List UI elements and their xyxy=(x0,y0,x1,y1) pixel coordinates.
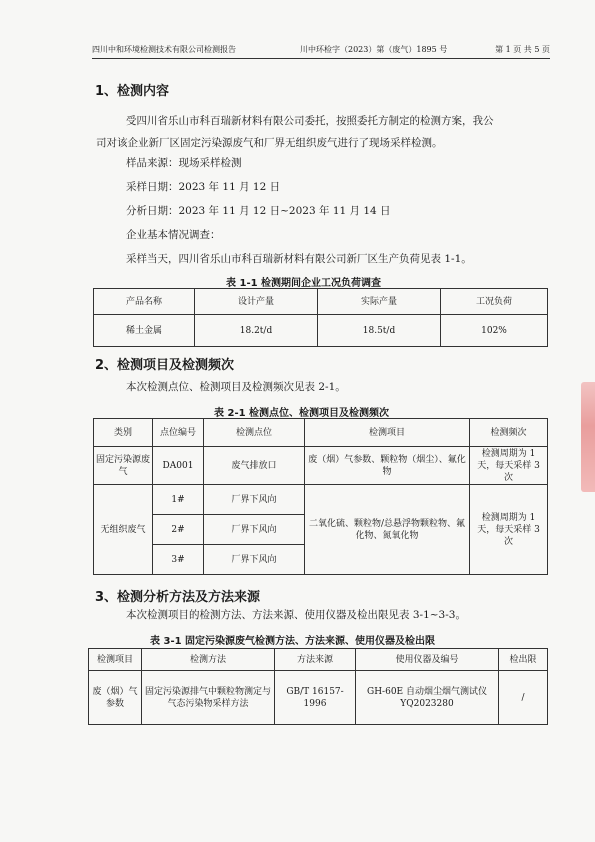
s1-p1-line1: 受四川省乐山市科百瑞新材料有限公司委托，按照委托方制定的检测方案，我公 xyxy=(126,115,494,127)
table1-cell: 稀土金属 xyxy=(94,315,195,347)
analysis-date: 分析日期：2023 年 11 月 12 日~2023 年 11 月 14 日 xyxy=(126,205,391,217)
table1-cell: 18.5t/d xyxy=(318,315,441,347)
table2-header: 类别 xyxy=(94,419,153,447)
table3-cell: GB/T 16157-1996 xyxy=(275,671,356,725)
load-text: 采样当天，四川省乐山市科百瑞新材料有限公司新厂区生产负荷见表 1-1。 xyxy=(126,253,472,265)
table1-caption: 表 1-1 检测期间企业工况负荷调查 xyxy=(226,278,382,289)
table3-header: 检测方法 xyxy=(142,649,275,671)
s3-intro: 本次检测项目的检测方法、方法来源、使用仪器及检出限见表 3-1~3-3。 xyxy=(126,609,466,621)
section-3-title: 3、检测分析方法及方法来源 xyxy=(95,590,261,605)
table3-header: 使用仪器及编号 xyxy=(356,649,499,671)
table2-code: 2# xyxy=(153,515,204,545)
table2-location: 厂界下风向 xyxy=(204,545,305,575)
table3-header: 方法来源 xyxy=(275,649,356,671)
table3-cell: / xyxy=(499,671,548,725)
table1-cell: 102% xyxy=(441,315,548,347)
table2-category: 固定污染源废气 xyxy=(94,447,153,485)
table2-header: 点位编号 xyxy=(153,419,204,447)
header-report-no: 川中环检字（2023）第（废气）1895 号 xyxy=(300,45,448,54)
sample-source: 样品来源：现场采样检测 xyxy=(126,157,242,169)
page-header xyxy=(92,40,550,59)
table3-header: 检测项目 xyxy=(89,649,142,671)
table2-items: 废（烟）气参数、颗粒物（烟尘）、氟化物 xyxy=(305,447,470,485)
table1-header: 工况负荷 xyxy=(441,289,548,315)
section-2-title: 2、检测项目及检测频次 xyxy=(95,358,235,373)
table2-freq: 检测周期为 1 天，每天采样 3 次 xyxy=(470,485,548,575)
basic-info: 企业基本情况调查： xyxy=(126,229,221,241)
table-3-1 xyxy=(88,648,548,725)
table1-header: 实际产量 xyxy=(318,289,441,315)
table2-header: 检测频次 xyxy=(470,419,548,447)
table2-items: 二氧化硫、颗粒物/总悬浮物颗粒物、氟化物、氮氧化物 xyxy=(305,485,470,575)
table1-header: 产品名称 xyxy=(94,289,195,315)
header-org: 四川中和环境检测技术有限公司检测报告 xyxy=(92,45,236,54)
table2-freq: 检测周期为 1 天，每天采样 3 次 xyxy=(470,447,548,485)
table2-header-row xyxy=(94,419,548,447)
table2-location: 厂界下风向 xyxy=(204,485,305,515)
table3-cell: 固定污染源排气中颗粒物测定与气态污染物采样方法 xyxy=(142,671,275,725)
seal-stamp xyxy=(581,382,595,492)
table-2-1 xyxy=(93,418,548,575)
table3-cell: GH-60E 自动烟尘烟气测试仪 YQ2023280 xyxy=(356,671,499,725)
table2-location: 废气排放口 xyxy=(204,447,305,485)
header-page: 第 1 页 共 5 页 xyxy=(495,45,550,54)
table1-cell: 18.2t/d xyxy=(195,315,318,347)
s1-p1-line2: 司对该企业新厂区固定污染源废气和厂界无组织废气进行了现场采样检测。 xyxy=(96,137,443,149)
table2-category: 无组织废气 xyxy=(94,485,153,575)
table2-header: 检测项目 xyxy=(305,419,470,447)
table2-location: 厂界下风向 xyxy=(204,515,305,545)
table-row xyxy=(94,315,548,347)
sampling-date: 采样日期：2023 年 11 月 12 日 xyxy=(126,181,281,193)
table3-caption: 表 3-1 固定污染源废气检测方法、方法来源、使用仪器及检出限 xyxy=(150,636,436,647)
table2-code: 3# xyxy=(153,545,204,575)
table2-code: 1# xyxy=(153,485,204,515)
table-row xyxy=(94,447,548,485)
table2-caption: 表 2-1 检测点位、检测项目及检测频次 xyxy=(214,408,390,419)
table-row xyxy=(94,485,548,515)
table1-header: 设计产量 xyxy=(195,289,318,315)
table2-header: 检测点位 xyxy=(204,419,305,447)
table-row xyxy=(89,671,548,725)
s2-intro: 本次检测点位、检测项目及检测频次见表 2-1。 xyxy=(126,381,346,393)
table3-cell: 废（烟）气参数 xyxy=(89,671,142,725)
table3-header: 检出限 xyxy=(499,649,548,671)
section-1-title: 1、检测内容 xyxy=(95,84,170,99)
table1-header-row xyxy=(94,289,548,315)
table-1-1 xyxy=(93,288,548,347)
table2-code: DA001 xyxy=(153,447,204,485)
table3-header-row xyxy=(89,649,548,671)
